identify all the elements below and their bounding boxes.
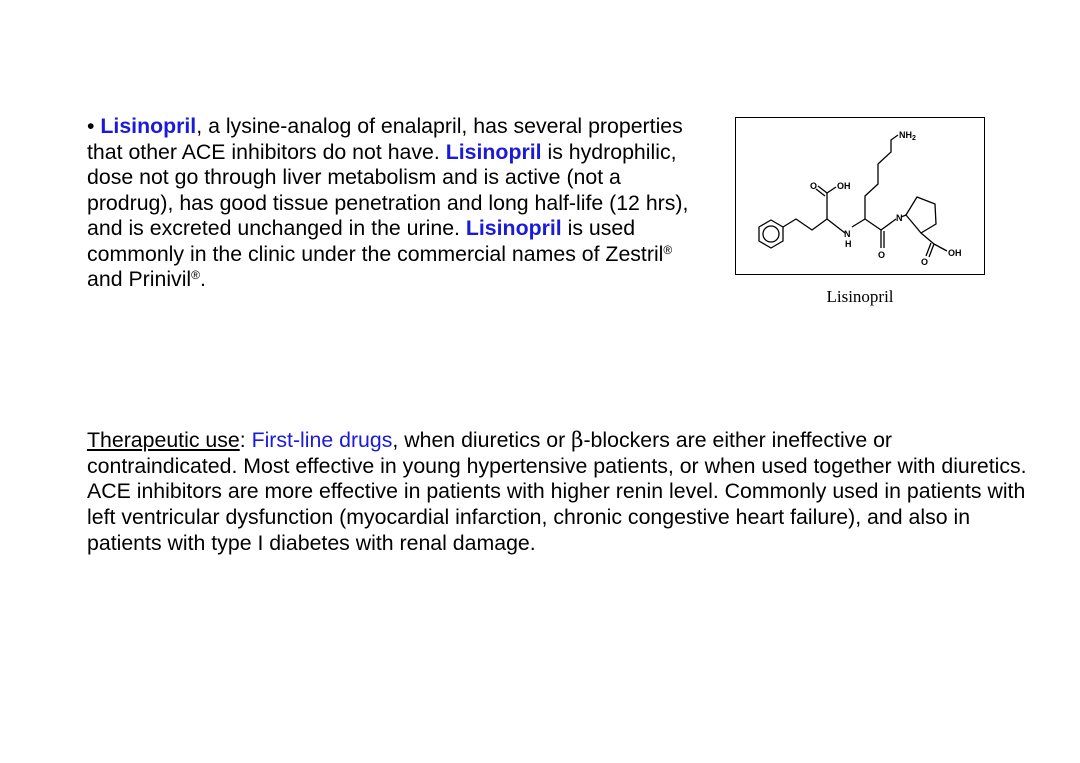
bond bbox=[881, 219, 896, 230]
lisinopril-structure-figure bbox=[735, 117, 985, 275]
chemical-structure bbox=[736, 118, 984, 274]
bond bbox=[921, 233, 934, 244]
hydrogen-label: H bbox=[845, 239, 852, 249]
lysine-side-chain bbox=[865, 135, 898, 219]
oxygen-label: O bbox=[810, 181, 818, 191]
lisinopril-description bbox=[87, 114, 712, 293]
bond bbox=[934, 244, 947, 251]
carbon-chain bbox=[783, 219, 845, 233]
nitrogen-label: N bbox=[896, 213, 903, 223]
oxygen-label: O bbox=[921, 257, 929, 267]
therapeutic-text: -blockers are either ineffective or contraindicated. Most effective in young hypertensive patients, or when used together with diuretics. ACE inhibitors are more effective in patients with higher renin level. Commonly used in patients with left ventricular dysfunction (myocardial infarction, chronic congestive heart failure), and also in patients with type I diabetes with renal damage. bbox=[87, 428, 1027, 555]
bond bbox=[852, 219, 865, 227]
drug-name-lisinopril: Lisinopril bbox=[445, 139, 542, 164]
aromatic-circle bbox=[763, 226, 779, 242]
hydroxyl-label: OH bbox=[948, 248, 962, 258]
therapeutic-use-paragraph bbox=[87, 428, 1027, 557]
beta-symbol: β bbox=[571, 428, 584, 453]
bullet: • bbox=[87, 114, 95, 138]
description-text: and Prinivil bbox=[87, 267, 192, 291]
structure-caption: Lisinopril bbox=[826, 287, 894, 306]
nitrogen-label: N bbox=[844, 229, 851, 239]
registered-mark: ® bbox=[663, 242, 673, 257]
description-text: , a lysine-analog of enalapril, has several properties that other ACE inhibitors do not have. bbox=[87, 114, 683, 164]
proline-ring bbox=[906, 197, 936, 233]
therapeutic-text: , when diuretics or bbox=[392, 428, 572, 452]
first-line-highlight: First-line drugs bbox=[251, 428, 393, 452]
hydroxyl-label: OH bbox=[837, 181, 851, 191]
bond bbox=[827, 187, 836, 193]
description-text: is used commonly in the clinic under the commercial names of Zestril bbox=[87, 216, 664, 266]
description-text: is hydrophilic, dose not go through liver metabolism and is active (not a prodrug), has good tissue penetration and long half-life (12 hrs), and is excreted unchanged in the urine. bbox=[87, 139, 689, 240]
description-text: . bbox=[200, 267, 206, 291]
colon: : bbox=[239, 428, 252, 452]
drug-name-lisinopril: Lisinopril bbox=[100, 114, 197, 138]
oxygen-label: O bbox=[878, 250, 886, 260]
registered-mark: ® bbox=[191, 268, 201, 282]
amine-group: $NH_2$ bbox=[899, 130, 916, 142]
bond bbox=[865, 219, 881, 230]
therapeutic-use-heading: Therapeutic use bbox=[87, 428, 240, 452]
drug-name-lisinopril: Lisinopril bbox=[465, 216, 562, 240]
